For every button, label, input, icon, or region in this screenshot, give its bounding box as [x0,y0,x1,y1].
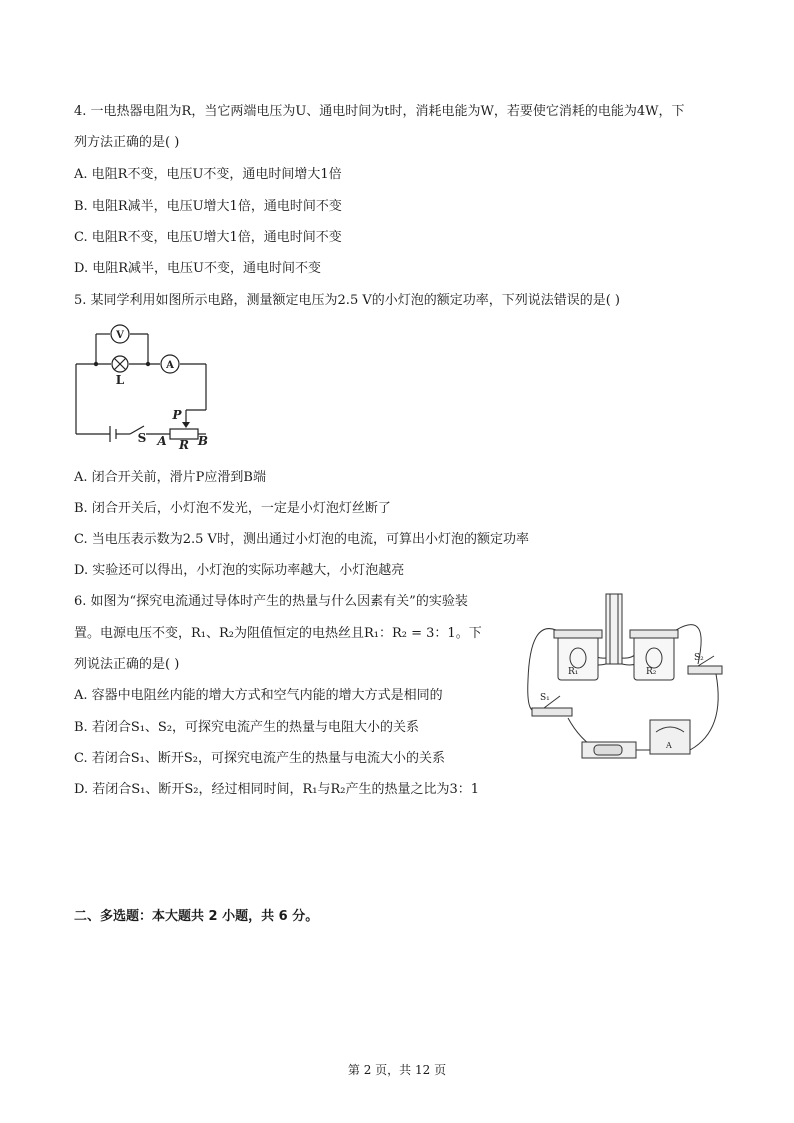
q5-switch-label: S [137,431,147,445]
q6-option-d: D. 若闭合S₁、断开S₂，经过相同时间，R₁与R₂产生的热量之比为3：1 [74,782,479,797]
q5-rheostat-label: R [179,438,189,452]
q6-option-a: A. 容器中电阻丝内能的增大方式和空气内能的增大方式是相同的 [74,688,443,703]
q6-label-r1: R₁ [568,667,579,677]
q6-stem-line2: 置。电源电压不变，R₁、R₂为阻值恒定的电热丝且R₁：R₂ = 3：1。下 [74,626,482,641]
q6-label-r2: R₂ [646,667,657,677]
q5-option-a: A. 闭合开关前，滑片P应滑到B端 [74,470,266,485]
q6-stem-line1: 6. 如图为“探究电流通过导体时产生的热量与什么因素有关”的实验装 [74,594,468,609]
q5-option-b: B. 闭合开关后，小灯泡不发光，一定是小灯泡灯丝断了 [74,501,391,516]
q4-option-a: A. 电阻R不变，电压U不变，通电时间增大1倍 [74,167,342,182]
q5-circuit-diagram [70,318,220,453]
q6-option-c: C. 若闭合S₁、断开S₂，可探究电流产生的热量与电流大小的关系 [74,751,445,766]
q5-slider-label: P [172,408,182,422]
q5-option-d: D. 实验还可以得出，小灯泡的实际功率越大，小灯泡越亮 [74,563,405,578]
q5-end-b-label: B [197,434,209,448]
q5-end-a-label: A [157,434,167,448]
q6-apparatus-diagram [520,590,730,770]
q5-option-c: C. 当电压表示数为2.5 V时，测出通过小灯泡的电流，可算出小灯泡的额定功率 [74,532,529,547]
q4-option-c: C. 电阻R不变，电压U增大1倍，通电时间不变 [74,230,342,245]
q6-stem-line3: 列说法正确的是( ) [74,657,180,672]
q5-lamp-label: L [115,373,125,387]
q5-voltmeter-label: V [116,330,124,341]
q6-option-b: B. 若闭合S₁、S₂，可探究电流产生的热量与电阻大小的关系 [74,720,420,735]
q6-label-meter: A [666,741,672,750]
q6-label-s2: S₂ [694,653,704,663]
page-footer: 第 2 页，共 12 页 [347,1063,447,1077]
q6-label-s1: S₁ [540,693,550,703]
q5-stem: 5. 某同学利用如图所示电路，测量额定电压为2.5 V的小灯泡的额定功率，下列说法错误的是( ) [74,293,621,308]
q4-option-d: D. 电阻R减半，电压U不变，通电时间不变 [74,261,321,276]
q5-ammeter-label: A [166,360,174,371]
q4-stem-line1: 4. 一电热器电阻为R，当它两端电压为U、通电时间为t时，消耗电能为W，若要使它消耗的电能为4W，下 [74,104,685,119]
q4-option-b: B. 电阻R减半，电压U增大1倍，通电时间不变 [74,199,342,214]
section-title: 二、多选题：本大题共 2 小题，共 6 分。 [74,909,319,924]
q4-stem-line2: 列方法正确的是( ) [74,135,180,150]
